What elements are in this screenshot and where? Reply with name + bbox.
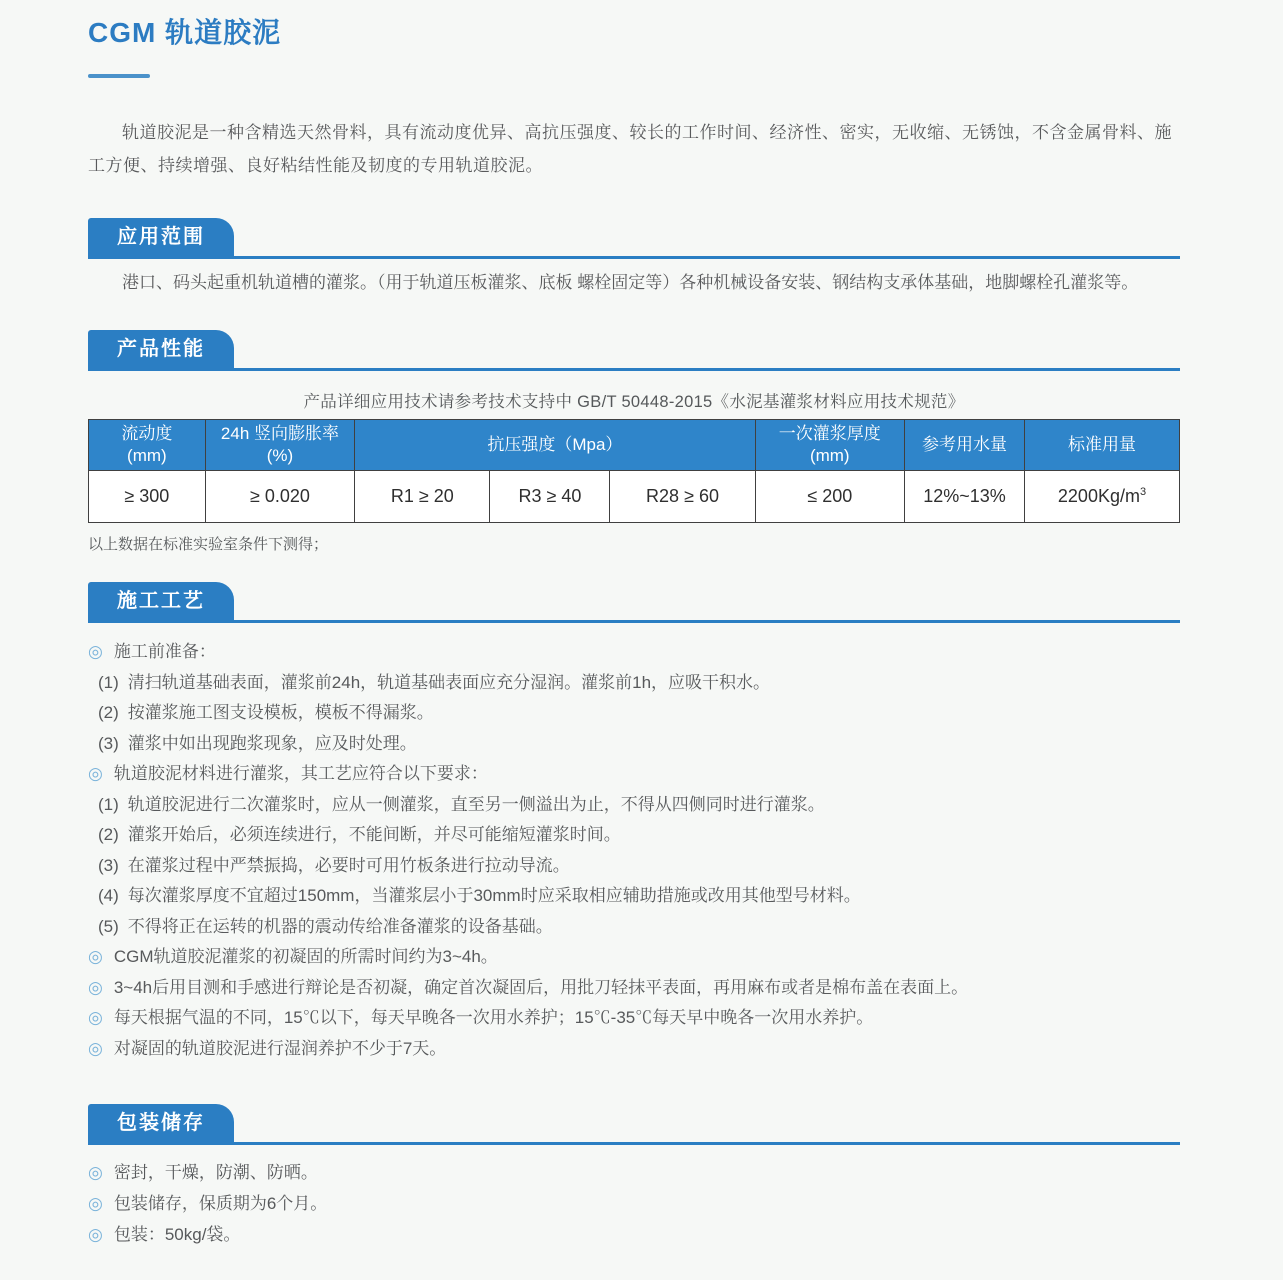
list-item	[88, 1034, 1180, 1065]
header-flow: 流动度 (mm)	[89, 420, 206, 471]
table-value-row	[89, 471, 1180, 523]
performance-table	[88, 419, 1180, 523]
packaging-list	[88, 1157, 1180, 1250]
header-expansion: 24h 竖向膨胀率 (%)	[205, 420, 354, 471]
list-item-text: 在灌浆过程中严禁振捣，必要时可用竹板条进行拉动导流。	[127, 855, 570, 875]
list-item-text: 每次灌浆厚度不宜超过150mm，当灌浆层小于30mm时应采取相应辅助措施或改用其他型号材料。	[127, 886, 861, 905]
bullet-icon: (5)	[98, 916, 119, 936]
bullet-icon: ◎	[88, 764, 103, 783]
list-item-text: 3~4h后用目测和手感进行辩论是否初凝，确定首次凝固后，用批刀轻抹平表面，再用麻布或者是棉布盖在表面上。	[113, 977, 969, 997]
list-item	[88, 790, 1180, 821]
header-dosage: 标准用量	[1025, 420, 1180, 471]
bullet-icon: (1)	[98, 794, 119, 814]
application-body: 港口、码头起重机轨道槽的灌浆。（用于轨道压板灌浆、底板 螺栓固定等）各种机械设备安装、钢结构支承体基础，地脚螺栓孔灌浆等。	[122, 273, 1139, 292]
list-item-text: 清扫轨道基础表面，灌浆前24h，轨道基础表面应充分湿润。灌浆前1h，应吸干积水。	[127, 672, 771, 692]
list-item	[88, 1003, 1180, 1034]
title-underline	[88, 74, 150, 78]
section-header-application	[88, 218, 1180, 259]
list-item-text: 包装：50kg/袋。	[113, 1225, 241, 1244]
value-r3: R3 ≥ 40	[490, 471, 610, 523]
list-item	[88, 912, 1180, 943]
list-item	[88, 698, 1180, 729]
section-tab-process: 施工工艺	[88, 582, 234, 620]
list-item-text: 轨道胶泥进行二次灌浆时，应从一侧灌浆，直至另一侧溢出为止，不得从四侧同时进行灌浆。	[127, 794, 825, 814]
value-flow: ≥ 300	[89, 471, 206, 523]
value-dosage: $2200Kg/m^3$	[1025, 471, 1180, 523]
list-item	[88, 820, 1180, 851]
header-water: 参考用水量	[905, 420, 1025, 471]
list-item-text: 灌浆中如出现跑浆现象，应及时处理。	[127, 733, 417, 753]
section-header-performance	[88, 330, 1180, 371]
list-item	[88, 881, 1180, 912]
bullet-icon: ◎	[88, 1225, 103, 1244]
section-tab-application: 应用范围	[88, 218, 234, 256]
bullet-icon: ◎	[88, 1194, 103, 1213]
bullet-icon: ◎	[88, 1038, 103, 1058]
value-r1: R1 ≥ 20	[355, 471, 490, 523]
value-thickness: ≤ 200	[755, 471, 904, 523]
bullet-icon: (1)	[98, 672, 119, 692]
list-item-text: 轨道胶泥材料进行灌浆，其工艺应符合以下要求：	[113, 764, 488, 783]
standard-reference-note: 产品详细应用技术请参考技术支持中 GB/T 50448-2015《水泥基灌浆材料应用技术规范》	[303, 393, 965, 411]
section-header-process	[88, 582, 1180, 623]
list-item-text: CGM轨道胶泥灌浆的初凝固的所需时间约为3~4h。	[113, 947, 498, 966]
header-thickness: 一次灌浆厚度 (mm)	[755, 420, 904, 471]
list-item	[88, 1157, 1180, 1188]
list-item-text: 包装储存，保质期为6个月。	[113, 1194, 328, 1213]
list-item-text: 灌浆开始后，必须连续进行，不能间断，并尽可能缩短灌浆时间。	[127, 825, 621, 844]
list-item	[88, 668, 1180, 699]
bullet-icon: (3)	[98, 855, 119, 875]
list-item-text: 不得将正在运转的机器的震动传给准备灌浆的设备基础。	[127, 916, 553, 936]
process-list	[88, 637, 1180, 1064]
list-item	[88, 973, 1180, 1004]
bullet-icon: (4)	[98, 886, 119, 905]
section-header-packaging	[88, 1104, 1180, 1145]
list-item-text: 按灌浆施工图支设模板，模板不得漏浆。	[127, 703, 434, 722]
bullet-icon: ◎	[88, 1163, 103, 1182]
list-item-text: 密封，干燥，防潮、防晒。	[113, 1163, 318, 1182]
list-item	[88, 637, 1180, 668]
bullet-icon: ◎	[88, 642, 103, 661]
bullet-icon: ◎	[88, 977, 103, 997]
list-item-text: 施工前准备：	[113, 642, 216, 661]
bullet-icon: ◎	[88, 947, 103, 966]
header-compressive: 抗压强度（Mpa）	[355, 420, 755, 471]
list-item	[88, 1188, 1180, 1219]
section-tab-packaging: 包装储存	[88, 1104, 234, 1142]
list-item	[88, 759, 1180, 790]
section-tab-performance: 产品性能	[88, 330, 234, 368]
bullet-icon: (2)	[98, 825, 119, 844]
bullet-icon: (3)	[98, 733, 119, 753]
table-header-row	[89, 420, 1180, 471]
page-title: CGM 轨道胶泥	[88, 17, 282, 48]
value-r28: R28 ≥ 60	[610, 471, 755, 523]
list-item	[88, 942, 1180, 973]
list-item-text: 对凝固的轨道胶泥进行湿润养护不少于7天。	[113, 1038, 447, 1058]
lab-conditions-note: 以上数据在标准实验室条件下测得；	[88, 536, 329, 553]
list-item	[88, 851, 1180, 882]
dosage-superscript: 3	[1139, 486, 1147, 498]
bullet-icon: (2)	[98, 703, 119, 722]
list-item	[88, 1219, 1180, 1250]
bullet-icon: ◎	[88, 1008, 103, 1027]
value-expansion: ≥ 0.020	[205, 471, 354, 523]
value-water: 12%~13%	[905, 471, 1025, 523]
intro-paragraph: 轨道胶泥是一种含精选天然骨料，具有流动度优异、高抗压强度、较长的工作时间、经济性、密实，无收缩、无锈蚀，不含金属骨料、施工方便、持续增强、良好粘结性能及韧度的专用轨道胶泥。	[88, 123, 1172, 175]
list-item	[88, 729, 1180, 760]
list-item-text: 每天根据气温的不同，15℃以下，每天早晚各一次用水养护；15℃-35℃每天早中晚各一次用水养护。	[113, 1008, 874, 1027]
